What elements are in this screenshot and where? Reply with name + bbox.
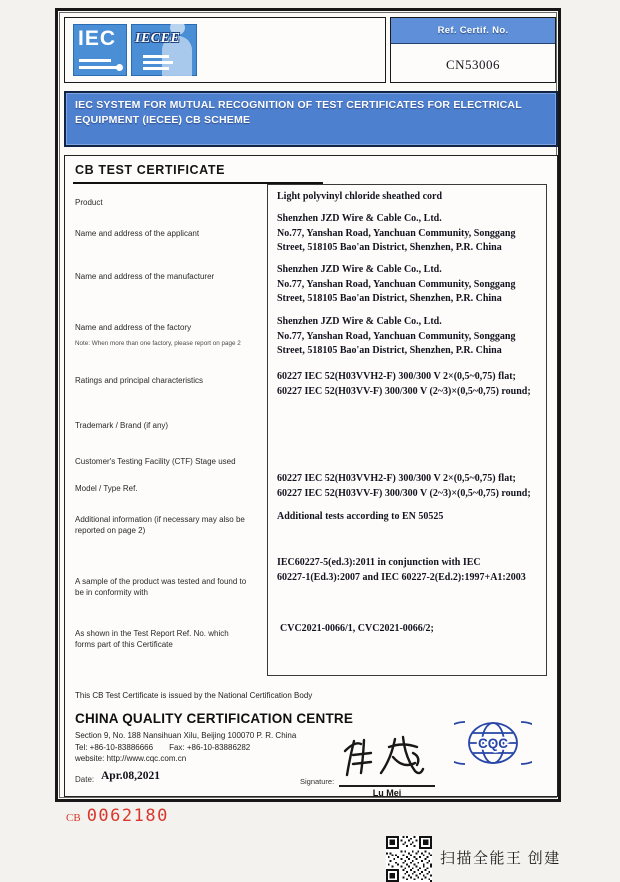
iec-logo-dot <box>116 64 123 71</box>
manufacturer-address: No.77, Yanshan Road, Yanchuan Community, Songgang Street, 518105 Bao'an District, Shenzhen, P.R. China <box>277 278 516 304</box>
ref-certif-value: CN53006 <box>445 57 501 72</box>
model-label: Model / Type Ref. <box>75 484 138 493</box>
conformity-line1: IEC60227-5(ed.3):2011 in conjunction with IEC <box>277 557 481 568</box>
model-line1: 60227 IEC 52(H03VVH2-F) 300/300 V 2×(0,5~0,75) flat; <box>277 473 516 484</box>
certification-body-address: Section 9, No. 188 Nansihuan Xilu, Beijing 100070 P. R. China <box>75 731 297 740</box>
iecee-logo-bar <box>143 67 169 70</box>
product-value: Light polyvinyl chloride sheathed cord <box>277 191 443 202</box>
applicant-value <box>277 212 540 254</box>
cb-stamp-number: 0062180 <box>86 806 169 826</box>
ratings-label: Ratings and principal characteristics <box>75 376 204 385</box>
ref-certif-label: Ref. Certif. No. <box>391 18 555 44</box>
signature-line <box>339 785 435 787</box>
cqc-logo-text: CQC <box>478 736 508 751</box>
iec-logo-text: IEC <box>78 27 117 50</box>
fax-value: Fax: +86-10-83886282 <box>169 742 251 752</box>
ratings-line2: 60227 IEC 52(H03VV-F) 300/300 V (2~3)×(0,5~0,75) round; <box>277 385 531 397</box>
conformity-line2: 60227-1(Ed.3):2007 and IEC 60227-2(Ed.2):1997+A1:2003 <box>277 571 526 583</box>
ratings-value <box>277 370 540 399</box>
camscanner-watermark-text: 扫描全能王 创建 <box>440 851 561 867</box>
handwritten-signature <box>333 731 443 783</box>
factory-address: No.77, Yanshan Road, Yanchuan Community, Songgang Street, 518105 Bao'an District, Shenzhen, P.R. China <box>277 330 516 356</box>
conformity-value <box>277 556 540 585</box>
certification-body-name: CHINA QUALITY CERTIFICATION CENTRE <box>75 711 354 726</box>
applicant-address: No.77, Yanshan Road, Yanchuan Community, Songgang Street, 518105 Bao'an District, Shenzhen, P.R. China <box>277 227 516 253</box>
signature-label: Signature: <box>300 777 335 786</box>
conformity-label: A sample of the product was tested and found to be in conformity with <box>75 577 247 597</box>
applicant-name: Shenzhen JZD Wire & Cable Co., Ltd. <box>277 213 442 224</box>
values-box <box>267 184 547 676</box>
factory-value <box>277 315 540 357</box>
model-value <box>277 472 540 501</box>
date-label: Date: <box>75 775 95 784</box>
iec-logo <box>73 24 127 76</box>
test-report-label: As shown in the Test Report Ref. No. which forms part of this Certificate <box>75 629 229 649</box>
certificate-title: CB TEST CERTIFICATE <box>75 163 226 177</box>
certificate-body <box>64 155 558 797</box>
factory-label: Name and address of the factory <box>75 323 192 332</box>
additional-info-value: Additional tests according to EN 50525 <box>277 511 444 522</box>
certificate-sheet <box>55 8 561 802</box>
iecee-logo <box>131 24 197 76</box>
iecee-logo-bar <box>143 55 169 58</box>
factory-name: Shenzhen JZD Wire & Cable Co., Ltd. <box>277 316 442 327</box>
cqc-logo-icon <box>454 715 532 771</box>
qr-code <box>386 836 432 882</box>
product-label: Product <box>75 198 103 207</box>
trademark-label: Trademark / Brand (if any) <box>75 421 169 430</box>
applicant-label: Name and address of the applicant <box>75 229 200 238</box>
iecee-logo-text: IECEE <box>135 31 181 46</box>
logo-box <box>64 17 386 83</box>
issuer-note: This CB Test Certificate is issued by the National Certification Body <box>75 691 313 700</box>
ref-certif-box <box>390 17 556 83</box>
factory-note: Note: When more than one factory, please report on page 2 <box>75 340 241 347</box>
iecee-logo-bar <box>143 61 173 64</box>
iec-logo-bar <box>79 59 111 62</box>
signatory-name: Lu Mei <box>372 788 402 798</box>
ctf-label: Customer's Testing Facility (CTF) Stage used <box>75 457 236 466</box>
certification-body-telfax <box>75 743 266 752</box>
additional-info-label: Additional information (if necessary may also be reported on page 2) <box>75 515 245 535</box>
ratings-line1: 60227 IEC 52(H03VVH2-F) 300/300 V 2×(0,5~0,75) flat; <box>277 371 516 382</box>
manufacturer-value <box>277 263 540 305</box>
cb-stamp <box>66 806 169 826</box>
date-value: Apr.08,2021 <box>101 770 160 782</box>
manufacturer-label: Name and address of the manufacturer <box>75 272 215 281</box>
iec-logo-bar <box>79 66 117 69</box>
cb-stamp-prefix: CB <box>66 812 81 824</box>
tel-value: Tel: +86-10-83886666 <box>75 742 154 752</box>
scheme-banner: IEC SYSTEM FOR MUTUAL RECOGNITION OF TEST CERTIFICATES FOR ELECTRICAL EQUIPMENT (IECEE) CB SCHEME <box>64 91 558 147</box>
model-line2: 60227 IEC 52(H03VV-F) 300/300 V (2~3)×(0,5~0,75) round; <box>277 487 531 499</box>
manufacturer-name: Shenzhen JZD Wire & Cable Co., Ltd. <box>277 264 442 275</box>
test-report-value: CVC2021-0066/1, CVC2021-0066/2; <box>280 623 434 634</box>
certification-body-website: website: http://www.cqc.com.cn <box>75 754 187 763</box>
